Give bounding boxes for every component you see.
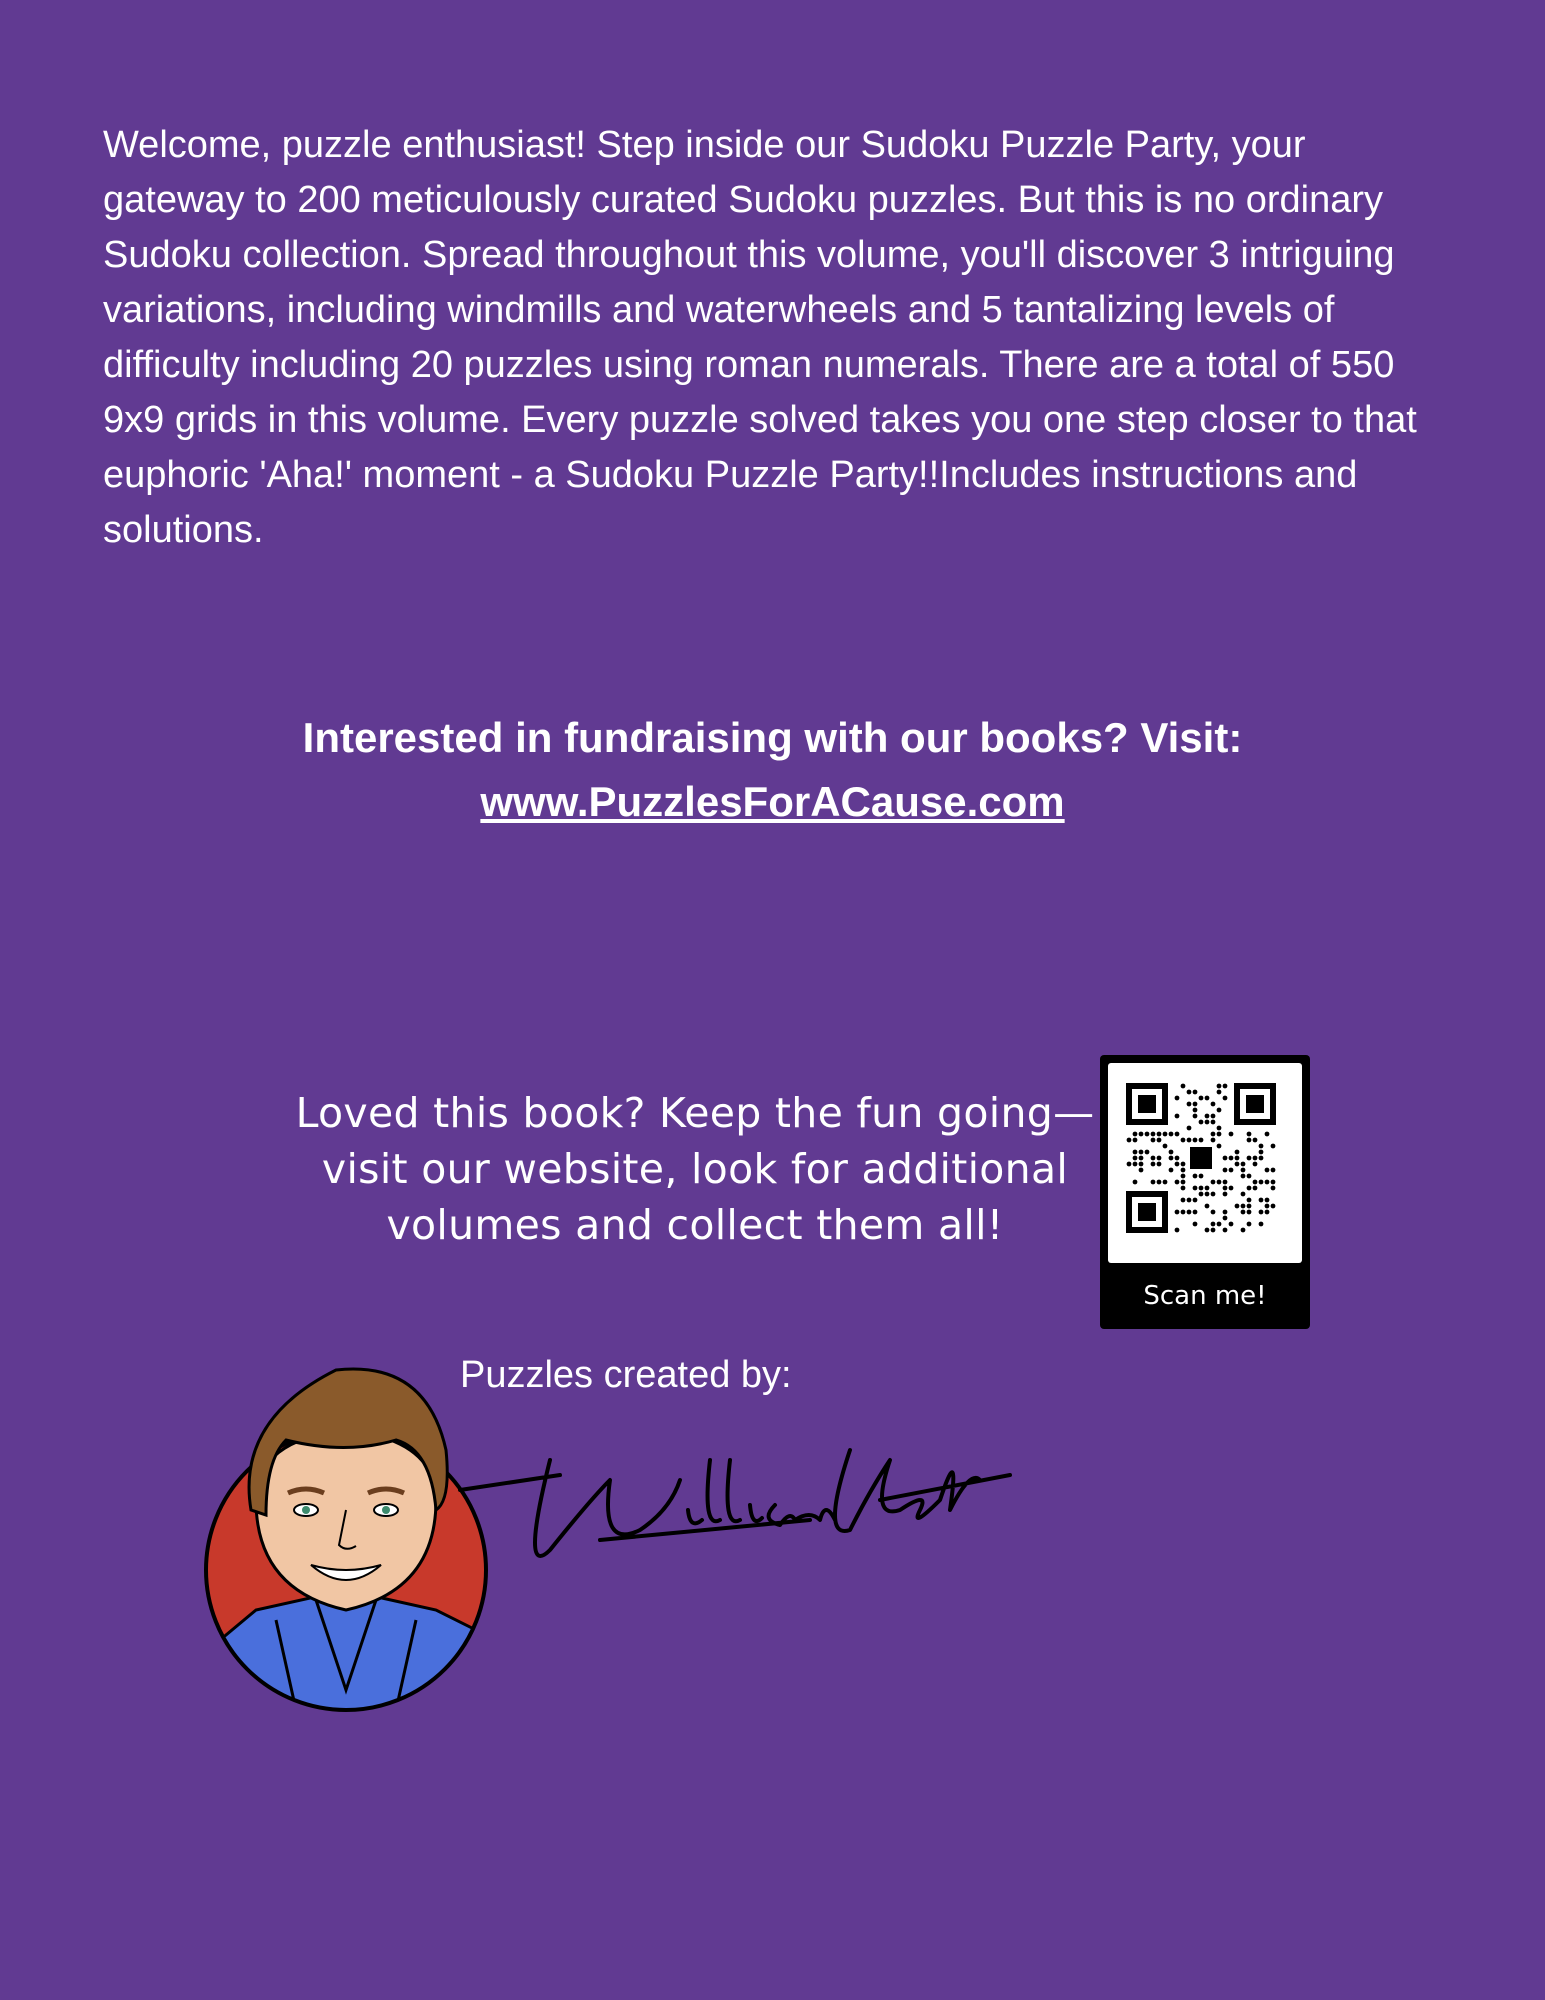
promo-text: Loved this book? Keep the fun going—visit our website, look for additional volumes and collect them all!: [295, 1089, 1095, 1249]
author-signature: [440, 1380, 1020, 1580]
qr-card[interactable]: [1100, 1055, 1310, 1329]
qr-caption: Scan me!: [1143, 1281, 1267, 1311]
fundraising-link[interactable]: www.PuzzlesForACause.com: [480, 778, 1065, 825]
fundraising-heading: Interested in fundraising with our books? Visit:: [302, 714, 1243, 761]
fundraising-section: [0, 706, 1545, 834]
credits-label: Puzzles created by:: [460, 1354, 792, 1396]
qr-code-icon[interactable]: [1108, 1063, 1302, 1263]
book-description: Welcome, puzzle enthusiast! Step inside our Sudoku Puzzle Party, your gateway to 200 meticulously curated Sudoku puzzles. But this is no ordinary Sudoku collection. Spread throughout this volume, you'll discover 3 intriguing variations, including windmills and waterwheels and 5 tantalizing levels of difficulty including 20 puzzles using roman numerals. There are a total of 550 9x9 grids in this volume. Every puzzle solved takes you one step closer to that euphoric 'Aha!' moment - a Sudoku Puzzle Party!!Includes instructions and solutions.: [103, 124, 1417, 551]
